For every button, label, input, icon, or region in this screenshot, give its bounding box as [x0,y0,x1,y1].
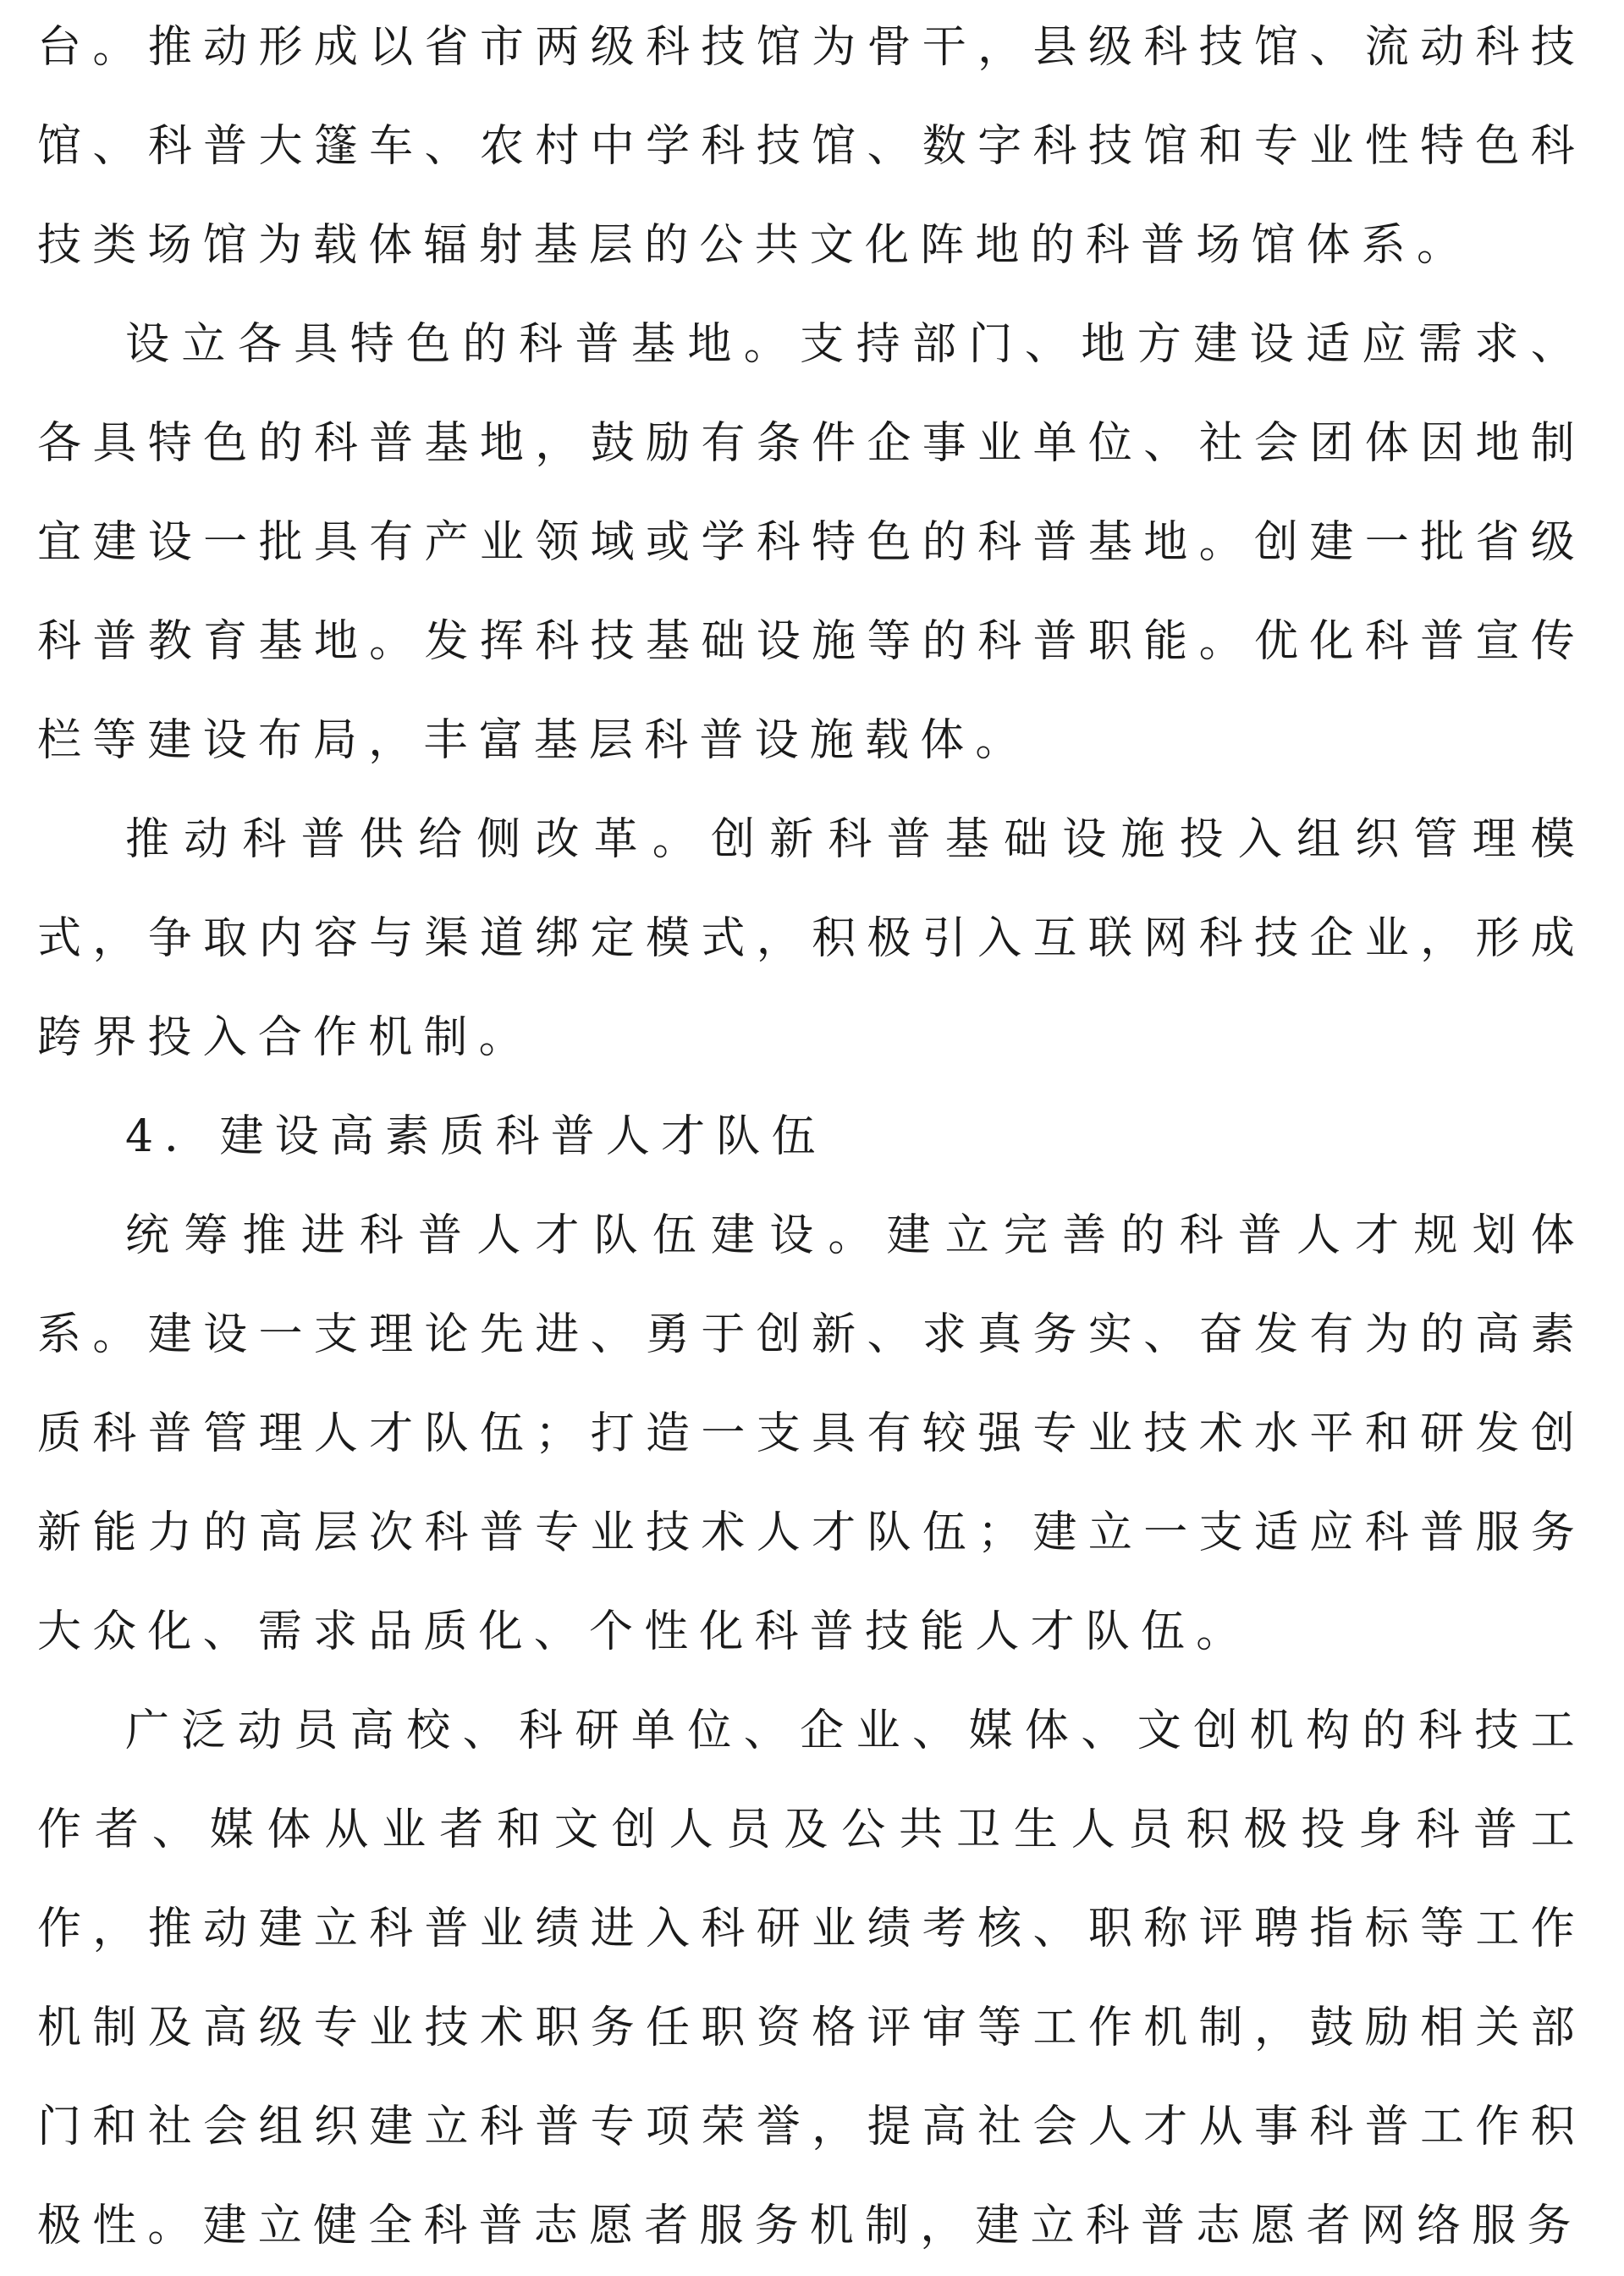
paragraph-science-bases: 设立各具特色的科普基地。支持部门、地方建设适应需求、各具特色的科普基地，鼓励有条件企事业单位、社会团体因地制宜建设一批具有产业领域或学科特色的科普基地。创建一批省级科普教育基地。发挥科技基础设施等的科普职能。优化科普宣传栏等建设布局，丰富基层科普设施载体。 [37,319,1586,766]
section-heading-talent-team: 4．建设高素质科普人才队伍 [125,1111,827,1162]
paragraph-supply-side-reform: 推动科普供给侧改革。创新科普基础设施投入组织管理模式，争取内容与渠道绑定模式，积极引入互联网科技企业，形成跨界投入合作机制。 [37,814,1586,1063]
paragraph-talent-team-building: 统筹推进科普人才队伍建设。建立完善的科普人才规划体系。建设一支理论先进、勇于创新、求真务实、奋发有为的高素质科普管理人才队伍；打造一支具有较强专业技术水平和研发创新能力的高层次科普专业技术人才队伍；建立一支适应科普服务大众化、需求品质化、个性化科普技能人才队伍。 [37,1210,1586,1657]
document-page [37,0,1586,2273]
paragraph-mobilize-workers: 广泛动员高校、科研单位、企业、媒体、文创机构的科技工作者、媒体从业者和文创人员及公共卫生人员积极投身科普工作，推动建立科普业绩进入科研业绩考核、职称评聘指标等工作机制及高级专业技术职务任职资格评审等工作机制，鼓励相关部门和社会组织建立科普专项荣誉，提高社会人才从事科普工作积极性。建立健全科普志愿者服务机制，建立科普志愿者网络服务 [37,1706,1586,2251]
paragraph-continuation: 台。推动形成以省市两级科技馆为骨干，县级科技馆、流动科技馆、科普大篷车、农村中学科技馆、数字科技馆和专业性特色科技类场馆为载体辐射基层的公共文化阵地的科普场馆体系。 [37,22,1586,271]
